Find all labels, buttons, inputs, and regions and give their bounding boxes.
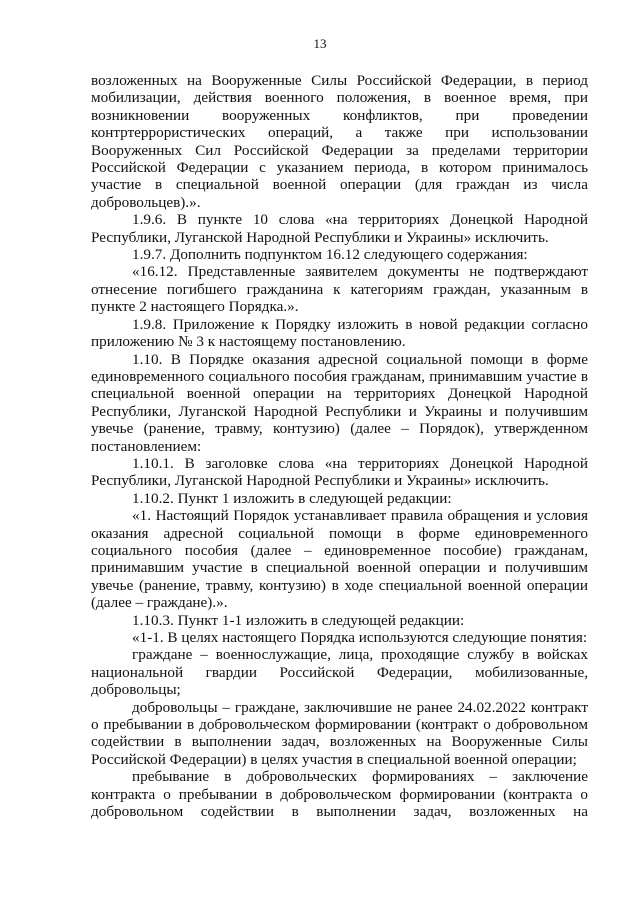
paragraph: 1.9.8. Приложение к Порядку изложить в новой редакции согласно приложению № 3 к настоящему постановлению. (91, 315, 588, 351)
paragraph: 1.10.3. Пункт 1-1 изложить в следующей редакции: (132, 611, 465, 629)
paragraph: добровольцы – граждане, заключившие не ранее 24.02.2022 контракт о пребывании в добровольческом формировании (контракт о добровольном содействии в выполнении задач, возложенных на Вооруженные Силы Российской Федерации) в целях участия в специальной военной операции; (91, 698, 588, 768)
paragraph: 1.9.7. Дополнить подпунктом 16.12 следующего содержания: (132, 246, 528, 264)
paragraph: «1-1. В целях настоящего Порядка используются следующие понятия: (132, 629, 588, 646)
page-number: 13 (313, 36, 327, 51)
paragraph: 1.10.1. В заголовке слова «на территориях Донецкой Народной Республики, Луганской Народной Республики и Украины» исключить. (91, 454, 588, 490)
paragraph: 1.9.6. В пункте 10 слова «на территориях Донецкой Народной Республики, Луганской Народной Республики и Украины» исключить. (91, 211, 588, 246)
paragraph: пребывание в добровольческих формированиях – заключение контракта о пребывании в добровольческом формировании (контракта о добровольном содействии в выполнении задач, возложенных на (91, 768, 588, 821)
paragraph: граждане – военнослужащие, лица, проходящие службу в войсках национальной гвардии Российской Федерации, мобилизованные, добровольцы; (91, 646, 588, 699)
paragraph: 1.10. В Порядке оказания адресной социальной помощи в форме единовременного социального пособия гражданам, принимавшим участие в специальной военной операции на территориях Донецкой Народной Республики, Луганской Народной Республики и Украины и получившим увечье (ранение, травму, контузию) (далее – Порядок), утвержденном постановлением: (91, 350, 588, 455)
paragraph: возложенных на Вооруженные Силы Российской Федерации, в период мобилизации, действия военного положения, в военное время, при возникновении вооруженных конфликтов, при проведении контртеррористических операций, а также при использовании Вооруженных Сил Российской Федерации за пределами территории Российской Федерации с указанием периода, в котором принималось участие в специальной военной операции (для граждан из числа добровольцев).». (91, 72, 588, 211)
paragraph: «1. Настоящий Порядок устанавливает правила обращения и условия оказания адресной социальной помощи в форме единовременного социального пособия (далее – единовременное пособие) гражданам, принимавшим участие в специальной военной операции и получившим увечье (ранение, травму, контузию) в ходе специальной военной операции (далее – граждане).». (91, 507, 588, 612)
document-body (91, 72, 588, 820)
paragraph: 1.10.2. Пункт 1 изложить в следующей редакции: (132, 489, 452, 507)
paragraph: «16.12. Представленные заявителем документы не подтверждают отнесение погибшего гражданина к категориям граждан, указанным в пункте 2 настоящего Порядка.». (91, 263, 588, 316)
